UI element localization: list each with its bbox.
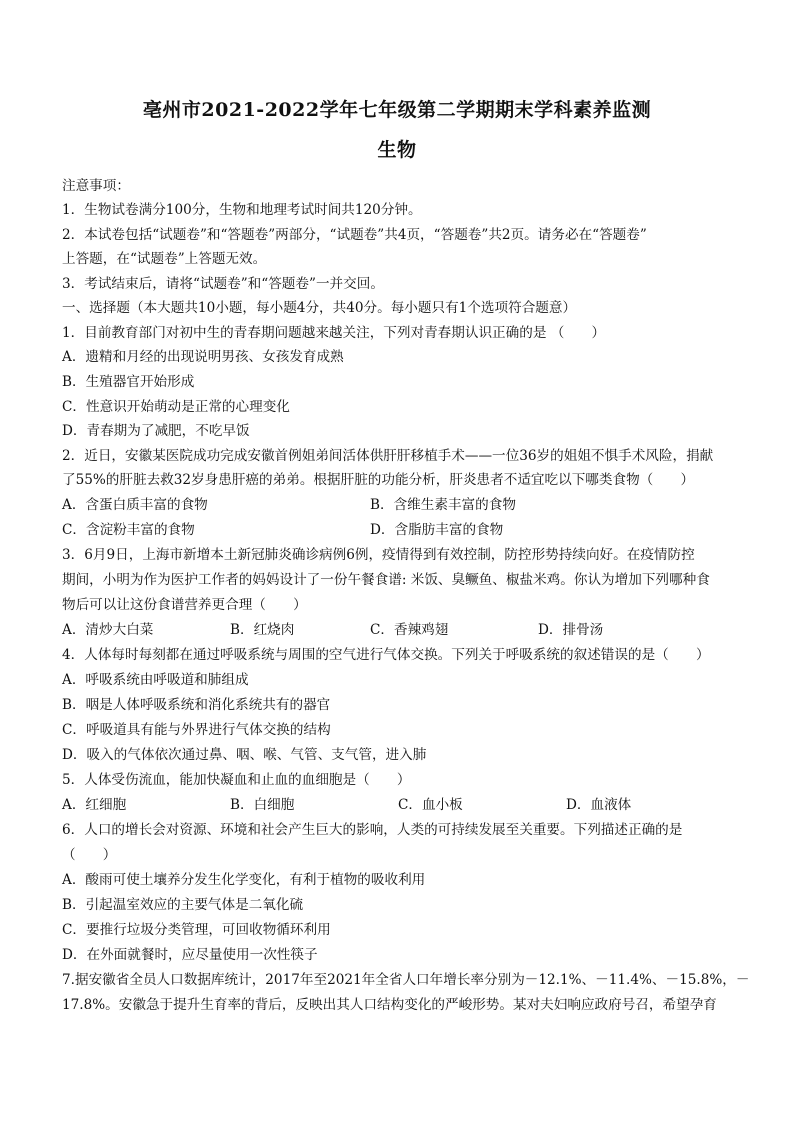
- exam-title: 亳州市2021-2022学年七年级第二学期期末学科素养监测: [142, 99, 652, 121]
- question-option: D．血液体: [566, 797, 632, 813]
- question-option: C．性意识开始萌动是正常的心理变化: [62, 399, 290, 415]
- question-option: C．含淀粉丰富的食物: [62, 522, 195, 538]
- notice-item: 3．考试结束后，请将“试题卷”和“答题卷”一并交回。: [62, 276, 384, 292]
- subject-title: 生物: [377, 139, 417, 161]
- question-option: D．含脂肪丰富的食物: [370, 522, 504, 538]
- question-option: A．红细胞: [62, 797, 127, 813]
- notice-item: 上答题，在“试题卷”上答题无效。: [62, 251, 267, 267]
- question-stem: 3．6月9日，上海市新增本土新冠肺炎确诊病例6例，疫情得到有效控制，防控形势持续向好。在疫情防控: [62, 547, 695, 563]
- question-stem: （ ）: [62, 847, 117, 863]
- question-stem: 2．近日，安徽某医院成功完成安徽首例姐弟间活体供肝肝移植手术——一位36岁的姐姐不惧手术风险，捐献: [62, 448, 714, 464]
- question-stem: 物后可以让这份食谱营养更合理（ ）: [62, 597, 307, 613]
- notice-heading: 注意事项：: [62, 178, 130, 194]
- question-stem: 5．人体受伤流血，能加快凝血和止血的血细胞是（ ）: [62, 772, 411, 788]
- question-stem: 17.8%。安徽急于提升生育率的背后，反映出其人口结构变化的严峻形势。某对夫妇响应政府号召，希望孕育: [62, 997, 717, 1013]
- question-option: C．香辣鸡翅: [370, 622, 449, 638]
- question-stem: 了55%的肝脏去救32岁身患肝癌的弟弟。根据肝脏的功能分析，肝炎患者不适宜吃以下哪类食物（ ）: [62, 472, 695, 488]
- notice-item: 2．本试卷包括“试题卷”和“答题卷”两部分，“试题卷”共4页，“答题卷”共2页。请务必在“答题卷”: [62, 227, 647, 243]
- question-option: B．含维生素丰富的食物: [370, 497, 516, 513]
- question-option: A．呼吸系统由呼吸道和肺组成: [62, 672, 249, 688]
- question-option: A．清炒大白菜: [62, 622, 154, 638]
- question-option: B．红烧肉: [230, 622, 295, 638]
- question-option: C．血小板: [398, 797, 463, 813]
- question-option: B．生殖器官开始形成: [62, 374, 195, 390]
- question-option: D．排骨汤: [538, 622, 604, 638]
- question-option: D．吸入的气体依次通过鼻、咽、喉、气管、支气管，进入肺: [62, 747, 427, 763]
- question-option: B．白细胞: [230, 797, 295, 813]
- question-stem: 7.据安徽省全员人口数据库统计，2017年至2021年全省人口年增长率分别为－12.1%、－11.4%、－15.8%，－: [62, 972, 750, 988]
- question-option: B．引起温室效应的主要气体是二氧化硫: [62, 897, 304, 913]
- question-stem: 6．人口的增长会对资源、环境和社会产生巨大的影响，人类的可持续发展至关重要。下列描述正确的是: [62, 822, 683, 838]
- question-option: C．要推行垃圾分类管理，可回收物循环利用: [62, 922, 331, 938]
- question-option: C．呼吸道具有能与外界进行气体交换的结构: [62, 722, 331, 738]
- question-option: D．在外面就餐时，应尽量使用一次性筷子: [62, 947, 318, 963]
- question-stem: 1．目前教育部门对初中生的青春期问题越来越关注，下列对青春期认识正确的是 （ ）: [62, 325, 606, 341]
- question-stem: 期间，小明为作为医护工作者的妈妈设计了一份午餐食谱: 米饭、臭鳜鱼、椒盐米鸡。你认为增加下列哪种食: [62, 572, 710, 588]
- notice-item: 1．生物试卷满分100分，生物和地理考试时间共120分钟。: [62, 202, 422, 218]
- question-stem: 4．人体每时每刻都在通过呼吸系统与周围的空气进行气体交换。下列关于呼吸系统的叙述错误的是（ ）: [62, 647, 710, 663]
- question-option: D．青春期为了减肥，不吃早饭: [62, 423, 250, 439]
- question-option: A．酸雨可使土壤养分发生化学变化，有利于植物的吸收利用: [62, 872, 426, 888]
- question-option: A．含蛋白质丰富的食物: [62, 497, 208, 513]
- section-heading: 一、选择题（本大题共10小题，每小题4分，共40分。每小题只有1个选项符合题意）: [62, 300, 577, 316]
- question-option: B．咽是人体呼吸系统和消化系统共有的器官: [62, 697, 331, 713]
- question-option: A．遗精和月经的出现说明男孩、女孩发育成熟: [62, 349, 344, 365]
